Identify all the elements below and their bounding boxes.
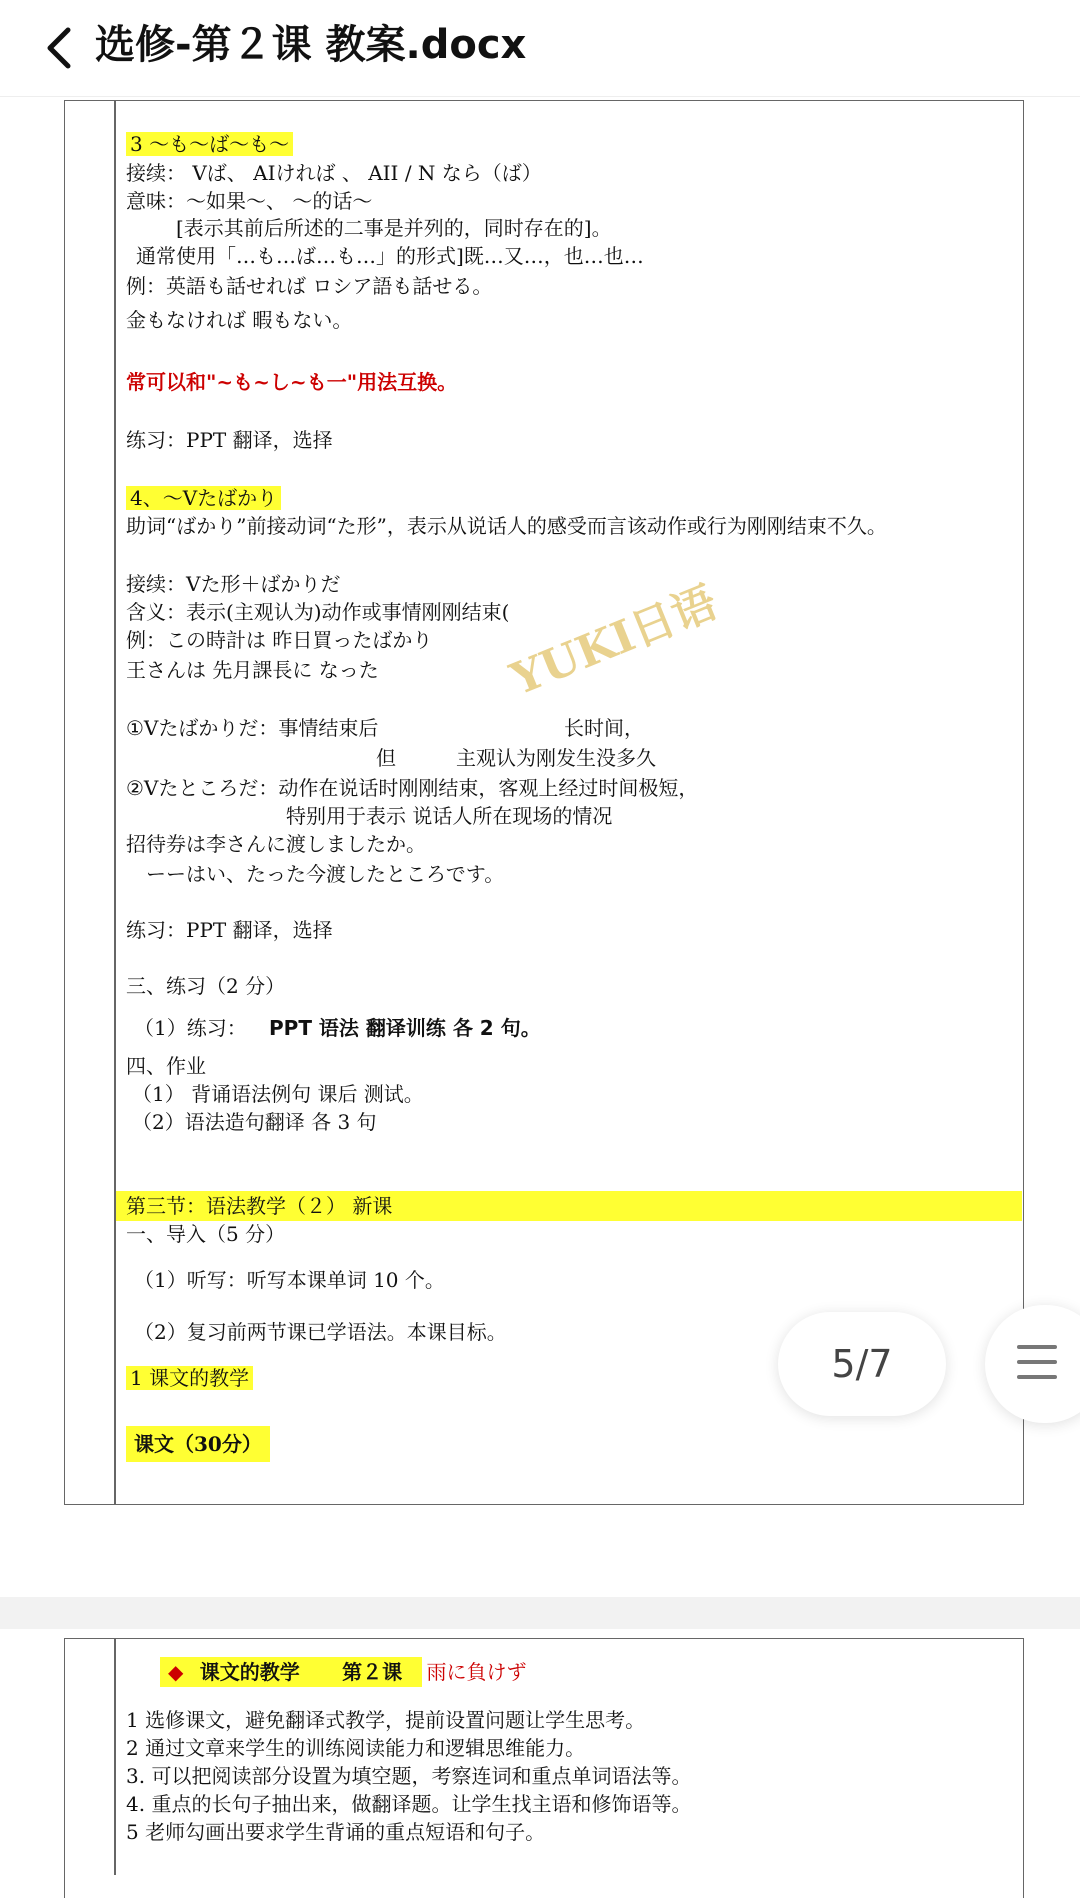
text-line: （1） 背诵语法例句 课后 测试。 bbox=[132, 1082, 424, 1106]
example-line: 金もなければ 暇もない。 bbox=[126, 308, 353, 332]
text-line: 含义：表示(主观认为)动作或事情刚刚结束( bbox=[126, 600, 510, 624]
document-title: 选修-第２课 教案.docx bbox=[95, 22, 527, 68]
list-item: 5 老师勾画出要求学生背诵的重点短语和句子。 bbox=[126, 1820, 546, 1844]
exercise-line: 练习：PPT 翻译，选择 bbox=[126, 428, 333, 452]
page-indicator[interactable]: 5/7 bbox=[778, 1312, 946, 1416]
lesson-heading: ◆ 课文的教学 第２课 雨に負けず bbox=[160, 1658, 526, 1686]
list-item: 2 通过文章来学生的训练阅读能力和逻辑思维能力。 bbox=[126, 1736, 586, 1760]
section-heading: 第三节：语法教学（２） 新课 bbox=[126, 1194, 393, 1218]
grammar-heading: 4、～Vたばかり bbox=[126, 484, 281, 512]
grammar-heading: 3 ～も～ば～も～ bbox=[126, 130, 293, 158]
text-line: 特别用于表示 说话人所在现场的情况 bbox=[286, 804, 613, 828]
document-page[interactable] bbox=[64, 100, 1024, 1505]
document-page[interactable] bbox=[64, 1638, 1024, 1875]
text-line: （1）练习： bbox=[134, 1016, 247, 1040]
table-divider bbox=[114, 100, 116, 1505]
text-line: 意味：～如果～、 ～的话～ bbox=[126, 189, 373, 213]
text-line: （2）复习前两节课已学语法。本课目标。 bbox=[134, 1320, 507, 1344]
list-item: 3. 可以把阅读部分设置为填空题，考察连词和重点单词语法等。 bbox=[126, 1764, 692, 1788]
list-item: 4. 重点的长句子抽出来，做翻译题。让学生找主语和修饰语等。 bbox=[126, 1792, 692, 1816]
text-line: 通常使用「…も…ば…も…」的形式]既…又…，也…也… bbox=[136, 244, 644, 268]
exercise-line: 练习：PPT 翻译，选择 bbox=[126, 918, 333, 942]
text-line: 主观认为刚发生没多久 bbox=[456, 746, 656, 770]
text-line: ②Vたところだ：动作在说话时刚刚结束，客观上经过时间极短， bbox=[126, 776, 699, 800]
text-line: 接续：Vた形＋ばかりだ bbox=[126, 572, 341, 596]
text-line: PPT 语法 翻译训练 各 2 句。 bbox=[269, 1016, 541, 1040]
example-line: 例：英語も話せれば ロシア語も話せる。 bbox=[126, 274, 493, 298]
section-heading: 四、作业 bbox=[126, 1054, 206, 1078]
menu-icon bbox=[1017, 1343, 1061, 1383]
section-heading: 一、导入（5 分） bbox=[126, 1222, 286, 1246]
list-item: 1 选修课文，避免翻译式教学，提前设置问题让学生思考。 bbox=[126, 1708, 646, 1732]
text-line: ①Vたばかりだ：事情结束后 bbox=[126, 716, 379, 740]
app-header bbox=[0, 0, 1080, 97]
section-heading: 课文（30分） bbox=[126, 1430, 270, 1458]
text-line: 长时间， bbox=[564, 716, 644, 740]
back-icon[interactable] bbox=[40, 20, 90, 76]
text-line: （1）听写：听写本课单词 10 个。 bbox=[134, 1268, 445, 1292]
diamond-icon: ◆ bbox=[168, 1660, 184, 1684]
example-line: 王さんは 先月課長に なった bbox=[126, 658, 379, 682]
text-line: 助词“ばかり”前接动词“た形”，表示从说话人的感受而言该动作或行为刚刚结束不久。 bbox=[126, 514, 887, 538]
section-heading: 1 课文的教学 bbox=[126, 1364, 253, 1392]
text-line: （2）语法造句翻译 各 3 句 bbox=[132, 1110, 377, 1134]
text-line: [表示其前后所述的二事是并列的，同时存在的]。 bbox=[176, 216, 612, 240]
page-separator bbox=[0, 1597, 1080, 1629]
table-divider bbox=[114, 1638, 116, 1875]
text-line: 接续： Vば、 AIければ 、 AII / N なら（ば） bbox=[126, 161, 542, 185]
watermark: YUKI日语 bbox=[504, 576, 724, 706]
example-line: ーーはい、たった今渡したところです。 bbox=[146, 862, 505, 886]
text-line: 但 bbox=[376, 746, 396, 770]
example-line: 例：この時計は 昨日買ったばかり bbox=[126, 628, 433, 652]
section-heading: 三、练习（2 分） bbox=[126, 974, 286, 998]
example-line: 招待券は李さんに渡しましたか。 bbox=[126, 832, 426, 856]
note-line: 常可以和"~も~し~も一"用法互换。 bbox=[126, 370, 458, 394]
